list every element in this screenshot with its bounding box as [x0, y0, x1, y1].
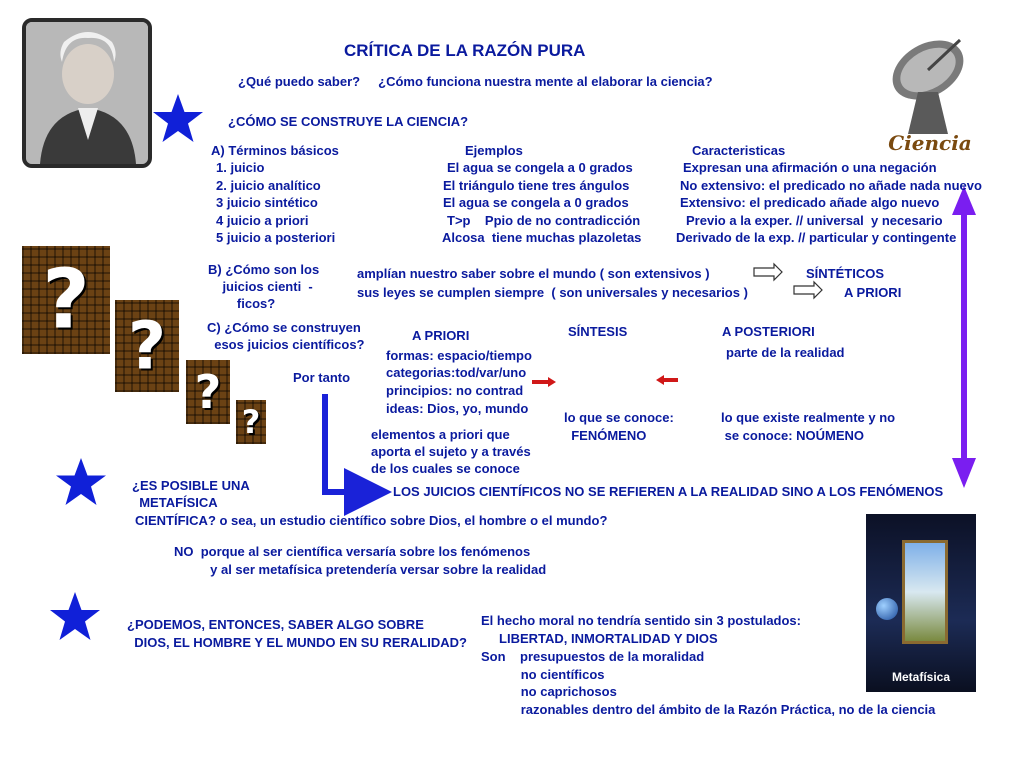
a-priori-item: categorias:tod/var/uno: [386, 365, 527, 380]
fenomeno-text: FENÓMENO: [564, 428, 647, 443]
question-3: ¿PODEMOS, ENTONCES, SABER ALGO SOBRE: [127, 617, 424, 632]
question-3-answer: no caprichosos: [481, 684, 617, 699]
fenomeno-text: lo que se conoce:: [564, 410, 674, 425]
section-b-line-2: sus leyes se cumplen siempre ( son universales y necesarios ): [357, 285, 748, 300]
noumeno-text: lo que existe realmente y no: [721, 410, 896, 425]
sintesis-header: SÍNTESIS: [568, 324, 628, 339]
conclusion-text: LOS JUICIOS CIENTÍFICOS NO SE REFIEREN A LA REALIDAD SINO A LOS FENÓMENOS: [393, 484, 944, 499]
characteristics-header: Caracteristicas: [692, 143, 786, 158]
term-item: 5 juicio a posteriori: [216, 230, 336, 245]
characteristic-item: Extensivo: el predicado añade algo nuevo: [680, 195, 940, 210]
purple-arrow-down-head: [952, 458, 976, 488]
por-tanto-label: Por tanto: [293, 370, 351, 385]
question-3: DIOS, EL HOMBRE Y EL MUNDO EN SU RERALIDAD?: [127, 635, 467, 650]
question-mark-tile-icon: ?: [22, 246, 110, 354]
example-item: El triángulo tiene tres ángulos: [443, 178, 630, 193]
metafisica-label: Metafísica: [891, 670, 951, 684]
noumeno-text: se conoce: NOÚMENO: [721, 428, 865, 443]
question-2: METAFÍSICA: [132, 495, 218, 510]
blue-l-arrow: [325, 394, 374, 492]
question-mark-tile-icon: ?: [115, 300, 179, 392]
ciencia-logo-text: Ciencia: [888, 131, 972, 155]
question-2: CIENTÍFICA? o sea, un estudio científico sobre Dios, el hombre o el mundo?: [135, 513, 608, 528]
examples-header: Ejemplos: [465, 143, 523, 158]
example-item: El agua se congela a 0 grados: [447, 160, 633, 175]
subtitle: ¿Qué puedo saber? ¿Cómo funciona nuestra mente al elaborar la ciencia?: [238, 74, 713, 89]
outline-arrow-2-icon: [794, 282, 822, 298]
section-a-label: A) Términos básicos: [211, 143, 339, 158]
question-mark-tile-icon: ?: [236, 400, 266, 444]
a-priori-result: A PRIORI: [844, 285, 902, 300]
example-item: Alcosa tiene muchas plazoletas: [442, 230, 642, 245]
section-c-label: C) ¿Cómo se construyen: [207, 320, 361, 335]
section-b-label: B) ¿Cómo son los: [208, 262, 320, 277]
a-priori-header: A PRIORI: [412, 328, 470, 343]
term-item: 2. juicio analítico: [216, 178, 321, 193]
sinteticos-result: SÍNTÉTICOS: [806, 266, 885, 281]
elementos-text: aporta el sujeto y a través: [371, 444, 531, 459]
characteristic-item: Derivado de la exp. // particular y contingente: [676, 230, 957, 245]
term-item: 3 juicio sintético: [216, 195, 318, 210]
section-b-line-1: amplían nuestro saber sobre el mundo ( son extensivos ): [357, 266, 710, 281]
question-3-answer: LIBERTAD, INMORTALIDAD Y DIOS: [481, 631, 718, 646]
question-2-answer: NO porque al ser científica versaría sobre los fenómenos: [174, 544, 531, 559]
question-1: ¿CÓMO SE CONSTRUYE LA CIENCIA?: [228, 114, 469, 129]
elementos-text: elementos a priori que: [371, 427, 510, 442]
characteristic-item: No extensivo: el predicado no añade nada nuevo: [680, 178, 982, 193]
example-item: T>p Ppio de no contradicción: [447, 213, 641, 228]
question-2-answer: y al ser metafísica pretendería versar sobre la realidad: [174, 562, 547, 577]
section-b-label: juicios cienti -: [208, 279, 313, 294]
question-mark-tile-icon: ?: [186, 360, 230, 424]
question-3-answer: no científicos: [481, 667, 605, 682]
a-priori-item: principios: no contrad: [386, 383, 524, 398]
page-title: CRÍTICA DE LA RAZÓN PURA: [344, 41, 586, 60]
term-item: 4 juicio a priori: [216, 213, 309, 228]
question-3-answer: Son presupuestos de la moralidad: [481, 649, 705, 664]
elementos-text: de los cuales se conoce: [371, 461, 520, 476]
a-posteriori-header: A POSTERIORI: [722, 324, 815, 339]
question-3-answer: razonables dentro del ámbito de la Razón Práctica, no de la ciencia: [481, 702, 936, 717]
a-posteriori-text: parte de la realidad: [726, 345, 845, 360]
characteristic-item: Previo a la exper. // universal y necesario: [686, 213, 943, 228]
section-b-label: ficos?: [208, 296, 276, 311]
a-priori-item: ideas: Dios, yo, mundo: [386, 401, 529, 416]
a-priori-item: formas: espacio/tiempo: [386, 348, 532, 363]
example-item: El agua se congela a 0 grados: [443, 195, 629, 210]
outline-arrow-1-icon: [754, 264, 782, 280]
characteristic-item: Expresan una afirmación o una negación: [683, 160, 937, 175]
section-c-label: esos juicios científicos?: [207, 337, 365, 352]
question-2: ¿ES POSIBLE UNA: [132, 478, 250, 493]
term-item: 1. juicio: [216, 160, 265, 175]
question-3-answer: El hecho moral no tendría sentido sin 3 postulados:: [481, 613, 801, 628]
